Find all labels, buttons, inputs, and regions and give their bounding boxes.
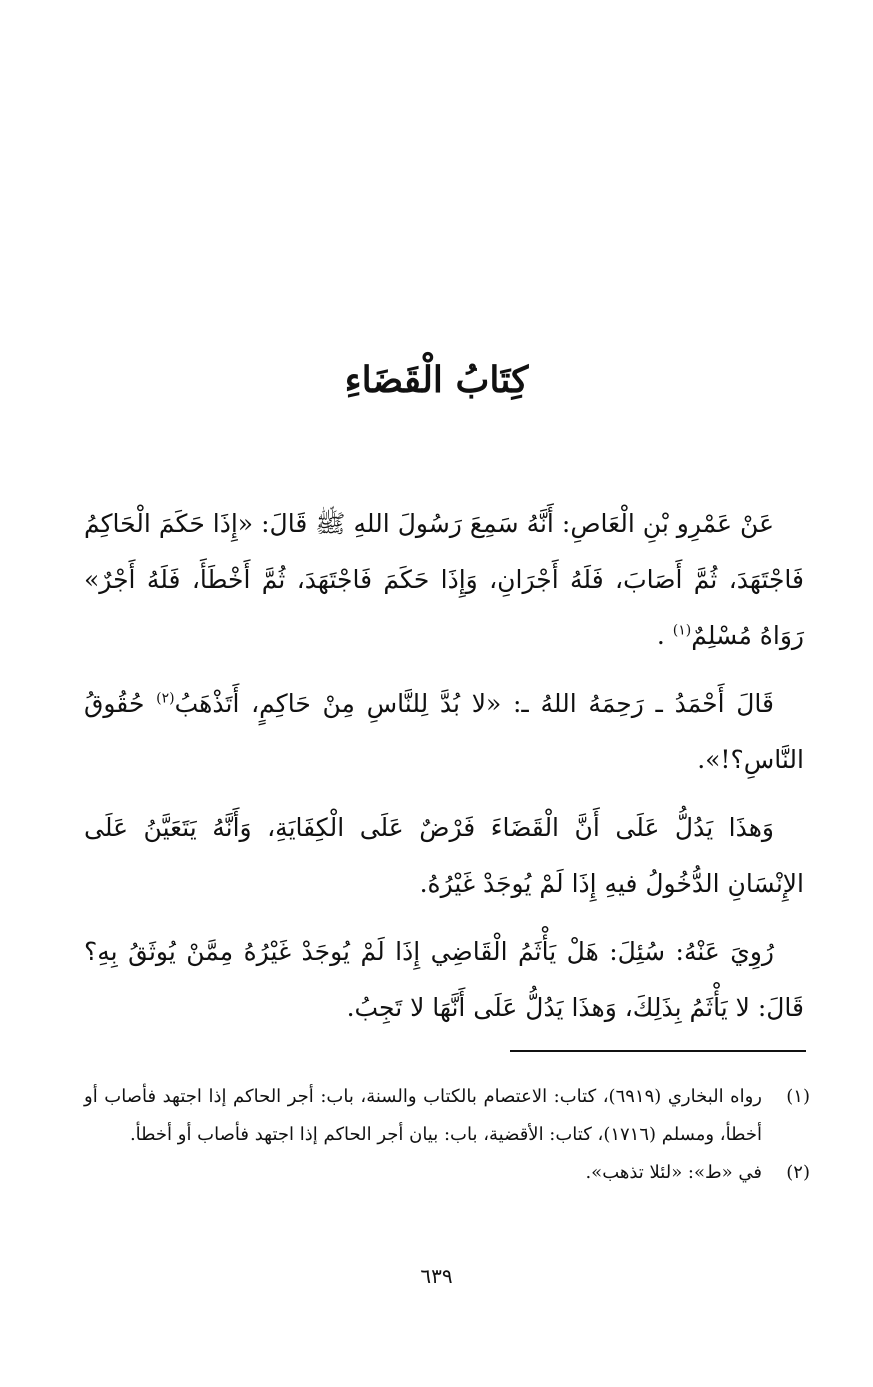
main-text <box>84 496 804 1048</box>
footnote-2 <box>84 1154 810 1192</box>
paragraph-ahmad-text: قَالَ أَحْمَدُ ـ رَحِمَهُ اللهُ ـ: «لا بُدَّ لِلنَّاسِ مِنْ حَاكِمٍ، أَتَذْهَبُ <box>174 689 775 718</box>
footnote-ref-2[interactable]: (٢) <box>156 690 175 707</box>
paragraph-ahmad-rest: حُقُوقُ النَّاسِ؟!». <box>84 689 804 774</box>
paragraph-hadith <box>84 496 804 664</box>
chapter-title: كِتَابُ الْقَضَاءِ <box>344 359 529 401</box>
footnote-1 <box>84 1078 810 1154</box>
paragraph-kifaya: وَهذَا يَدُلُّ عَلَى أَنَّ الْقَضَاءَ فَرْضٌ عَلَى الْكِفَايَةِ، وَأَنَّهُ يَتَعَيَّنُ عَلَى الإِنْسَانِ الدُّخُولُ فيهِ إِذَا لَمْ يُوجَدْ غَيْرُهُ. <box>84 813 804 898</box>
paragraph-hadith-text: عَنْ عَمْرِو بْنِ الْعَاصِ: أَنَّهُ سَمِعَ رَسُولَ اللهِ ﷺ قَالَ: «إِذَا حَكَمَ الْحَاكِمُ فَاجْتَهَدَ، ثُمَّ أَصَابَ، فَلَهُ أَجْرَانِ، وَإِذَا حَكَمَ فَاجْتَهَدَ، ثُمَّ أَخْطَأَ، فَلَهُ أَجْرٌ» رَوَاهُ مُسْلِمٌ <box>84 509 804 650</box>
footnote-2-text: في «ط»: «لئلا تذهب». <box>585 1162 762 1183</box>
footnote-divider <box>510 1050 806 1052</box>
page-number: ٦٣٩ <box>420 1264 453 1288</box>
footnotes <box>84 1078 810 1192</box>
footnote-ref-1[interactable]: (١) <box>672 622 692 639</box>
footnote-1-number: (١) <box>786 1086 810 1107</box>
paragraph-hadith-end: . <box>656 621 665 650</box>
paragraph-ruwiya: رُوِيَ عَنْهُ: سُئِلَ: هَلْ يَأْثَمُ الْقَاضِي إِذَا لَمْ يُوجَدْ غَيْرُهُ مِمَّنْ يُوثَقُ بِهِ؟ قَالَ: لا يَأْثَمُ بِذَلِكَ، وَهذَا يَدُلُّ عَلَى أَنَّهَا لا تَجِبُ. <box>84 937 804 1022</box>
footnote-1-text: رواه البخاري (٦٩١٩)، كتاب: الاعتصام بالكتاب والسنة، باب: أجر الحاكم إذا اجتهد فأصاب أو أخطأ، ومسلم (١٧١٦)، كتاب: الأقضية، باب: بيان أجر الحاكم إذا اجتهد فأصاب أو أخطأ. <box>84 1086 762 1145</box>
footnote-2-number: (٢) <box>786 1162 810 1183</box>
paragraph-ahmad <box>84 676 804 788</box>
